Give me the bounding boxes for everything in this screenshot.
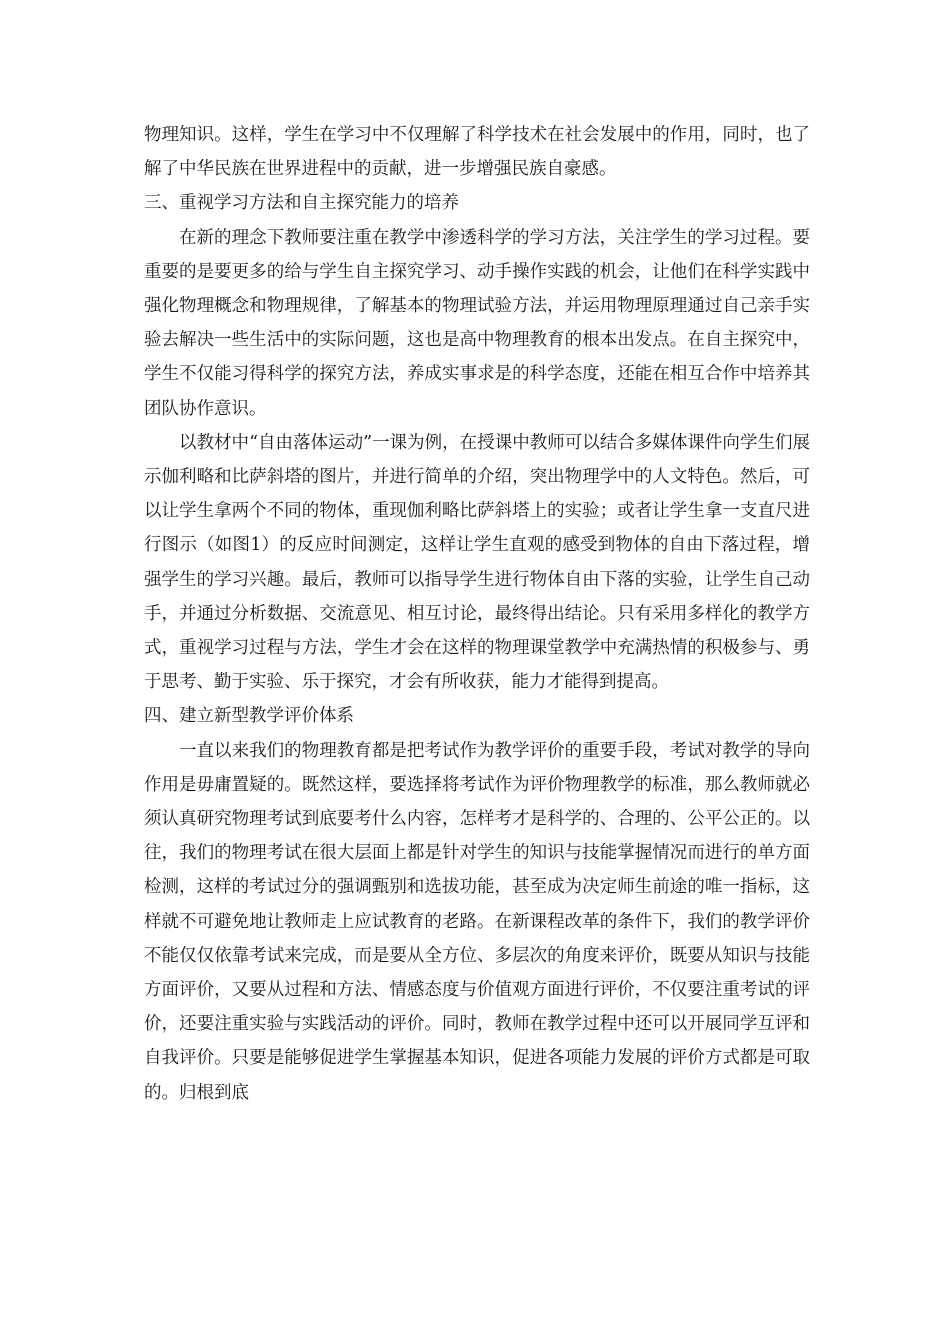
document-body <box>144 118 810 1110</box>
paragraph-learning-methods: 在新的理念下教师要注重在教学中渗透科学的学习方法，关注学生的学习过程。要重要的是要更多的给与学生自主探究学习、动手操作实践的机会，让他们在科学实践中强化物理概念和物理规律，了解基本的物理试验方法，并运用物理原理通过自己亲手实验去解决一些生活中的实际问题，这也是高中物理教育的根本出发点。在自主探究中，学生不仅能习得科学的探究方法，养成实事求是的科学态度，还能在相互合作中培养其团队协作意识。 <box>144 227 810 419</box>
paragraph-free-fall-example: 以教材中“自由落体运动”一课为例，在授课中教师可以结合多媒体课件向学生们展示伽利略和比萨斜塔的图片，并进行简单的介绍，突出物理学中的人文特色。然后，可以让学生拿两个不同的物体，重现伽利略比萨斜塔上的实验；或者让学生拿一支直尺进行图示（如图1）的反应时间测定，这样让学生直观的感受到物体的自由下落过程，增强学生的学习兴趣。最后，教师可以指导学生进行物体自由下落的实验，让学生自己动手，并通过分析数据、交流意见、相互讨论，最终得出结论。只有采用多样化的教学方式，重视学习过程与方法，学生才会在这样的物理课堂教学中充满热情的积极参与、勇于思考、勤于实验、乐于探究，才会有所收获，能力才能得到提高。 <box>144 432 810 693</box>
paragraph-evaluation-system: 一直以来我们的物理教育都是把考试作为教学评价的重要手段，考试对教学的导向作用是毋庸置疑的。既然这样，要选择将考试作为评价物理教学的标准，那么教师就必须认真研究物理考试到底要考什么内容，怎样考才是科学的、合理的、公平公正的。以往，我们的物理考试在很大层面上都是针对学生的知识与技能掌握情况而进行的单方面检测，这样的考试过分的强调甄别和选拔功能，甚至成为决定师生前途的唯一指标，这样就不可避免地让教师走上应试教育的老路。在新课程改革的条件下，我们的教学评价不能仅仅依靠考试来完成，而是要从全方位、多层次的角度来评价，既要从知识与技能方面评价，又要从过程和方法、情感态度与价值观方面进行评价，不仅要注重考试的评价，还要注重实验与实践活动的评价。同时，教师在教学过程中还可以开展同学互评和自我评价。只要是能够促进学生掌握基本知识，促进各项能力发展的评价方式都是可取的。归根到底 <box>144 740 810 1103</box>
section-heading-three: 三、重视学习方法和自主探究能力的培养 <box>144 193 459 214</box>
section-heading-four: 四、建立新型教学评价体系 <box>144 706 354 727</box>
paragraph-intro-continuation: 物理知识。这样，学生在学习中不仅理解了科学技术在社会发展中的作用，同时，也了解了中华民族在世界进程中的贡献，进一步增强民族自豪感。 <box>144 125 810 180</box>
